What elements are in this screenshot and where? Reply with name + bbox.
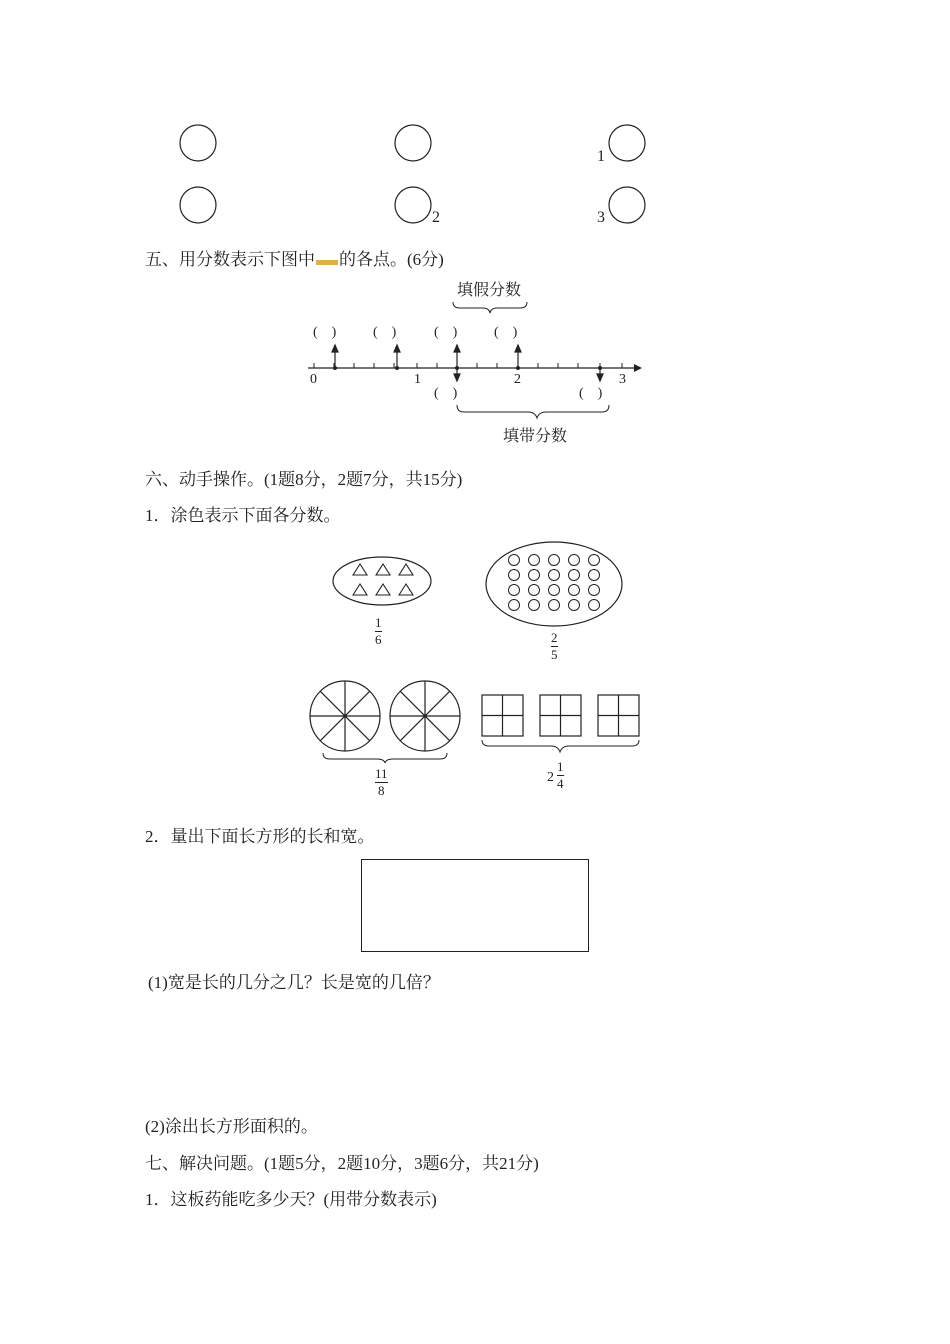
answer-blank [316,260,338,265]
section6-q2: 2．量出下面长方形的长和宽。 [145,827,375,846]
tick-label-2: 2 [514,372,521,387]
paren-blank[interactable]: ( ) [579,386,603,401]
blank-circle [180,187,216,223]
section6-sub1: (1)宽是长的几分之几？长是宽的几倍？ [148,973,440,992]
blank-circle [180,125,216,161]
blank-circle [609,125,645,161]
section6-title: 六、动手操作。(1题8分，2题7分，共15分) [145,470,463,489]
section5-title: 五、用分数表示下图中 的各点。(6分) [145,250,444,269]
paren-blank[interactable]: ( ) [434,386,458,401]
tick-label-3: 3 [619,372,626,387]
triangle-group [330,552,435,612]
blank-circle [609,187,645,223]
fraction-circles: 2 5 [551,630,558,662]
section7-q1: 1．这板药能吃多少天？(用带分数表示) [145,1190,437,1209]
circle-grid [0,0,950,240]
section6-sub2: (2)涂出长方形面积的。 [145,1117,318,1136]
paren-blank[interactable]: ( ) [313,325,337,340]
top-brace [453,302,527,313]
fraction-squares: 1 4 [557,759,564,791]
bottom-brace [457,405,609,418]
tick-label-1: 1 [414,372,421,387]
paren-blank[interactable]: ( ) [494,325,518,340]
fraction-triangles: 1 6 [375,615,382,647]
pie-group [305,678,465,763]
circle-label-3: 3 [597,209,605,226]
paren-blank[interactable]: ( ) [434,325,458,340]
tick-label-0: 0 [310,372,317,387]
blank-circle [395,187,431,223]
square-group [478,690,643,755]
blank-circle [395,125,431,161]
improper-label: 填假分数 [457,282,522,299]
section6-q1: 1．涂色表示下面各分数。 [145,506,341,525]
circle-label-2: 2 [432,209,440,226]
mixed-whole: 2 [547,770,554,785]
paren-blank[interactable]: ( ) [373,325,397,340]
number-line [300,275,650,450]
section7-title: 七、解决问题。(1题5分，2题10分，3题6分，共21分) [145,1154,539,1173]
fraction-pies: 11 8 [375,766,388,798]
small-circle-group [483,538,626,630]
mixed-label: 填带分数 [503,428,568,445]
circle-label-1: 1 [597,148,605,165]
axis-arrow [634,364,642,372]
measure-rectangle [361,859,589,952]
